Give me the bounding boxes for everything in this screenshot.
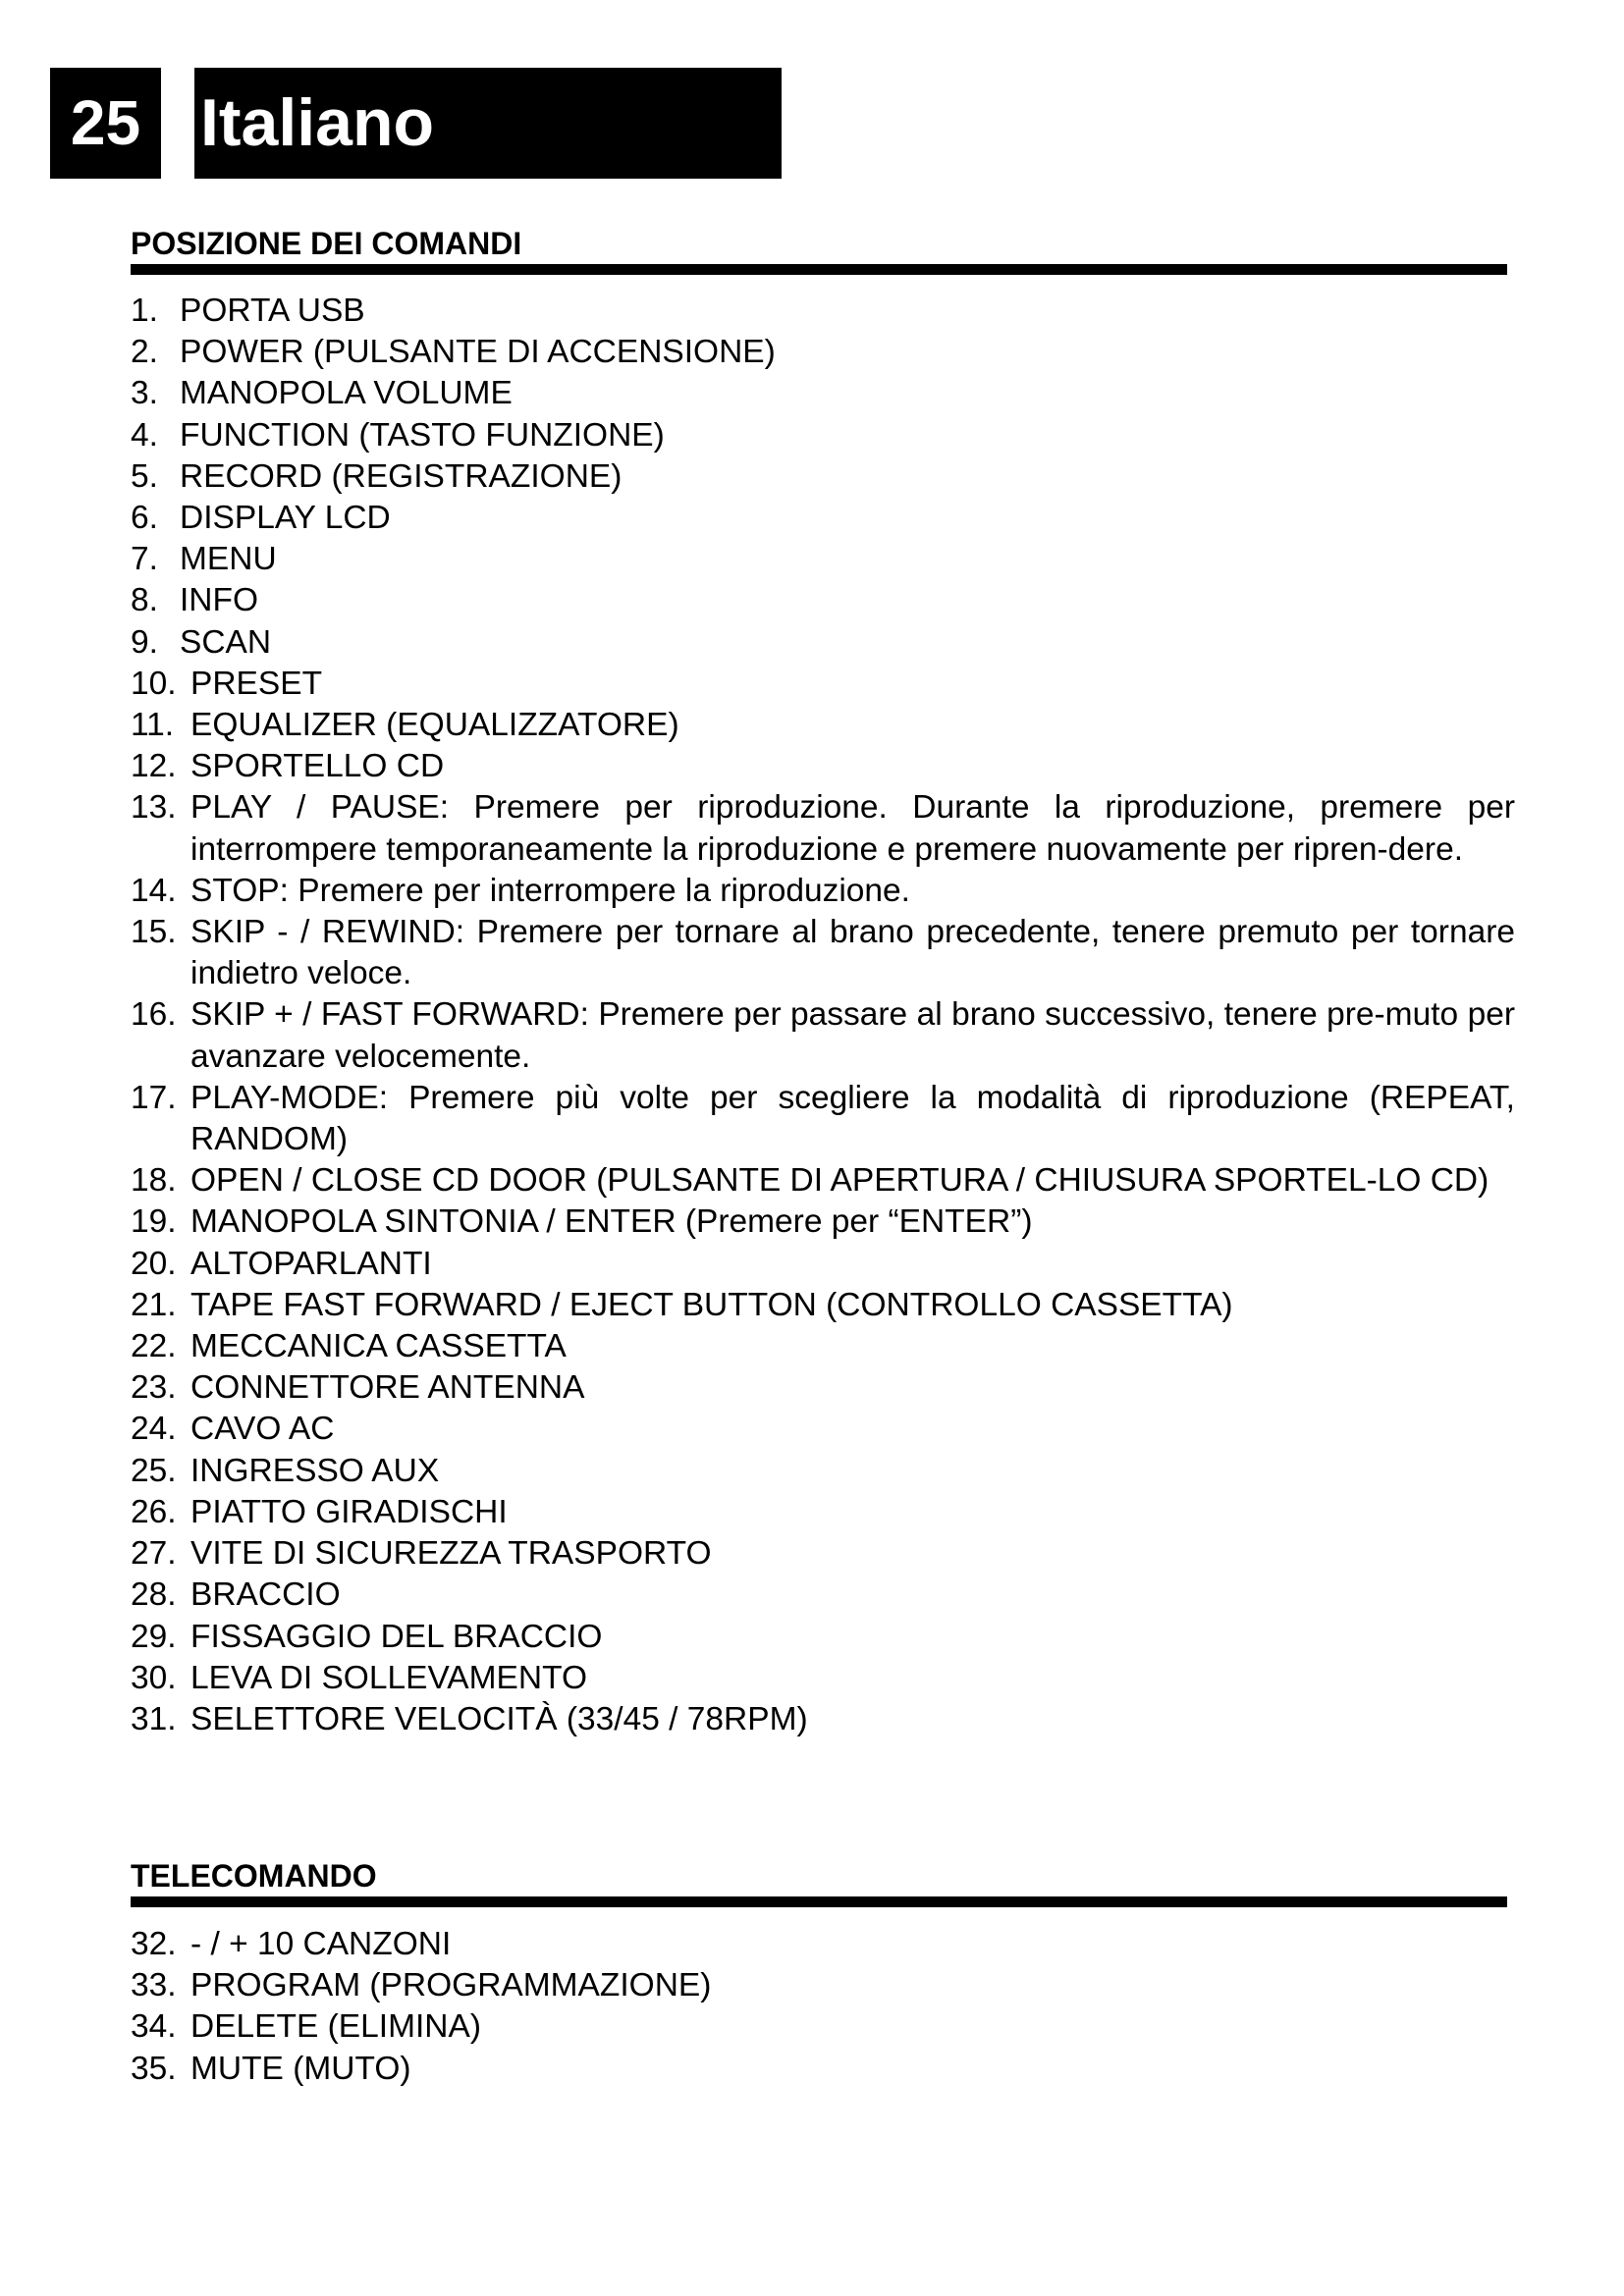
list-item xyxy=(131,498,1515,539)
list-item xyxy=(131,1617,1515,1658)
list-item xyxy=(131,1965,1515,2006)
list-item xyxy=(131,1658,1515,1699)
list-item xyxy=(131,871,1515,912)
item-text: MANOPOLA VOLUME xyxy=(180,375,513,412)
section-heading-remote: TELECOMANDO xyxy=(131,1857,1507,1907)
item-number: 12. xyxy=(131,748,177,785)
list-item xyxy=(131,2006,1515,2048)
item-text: DISPLAY LCD xyxy=(180,500,391,537)
item-text: ALTOPARLANTI xyxy=(190,1245,432,1282)
list-item xyxy=(131,539,1515,580)
list-item xyxy=(131,705,1515,746)
item-number: 13. xyxy=(131,789,177,827)
list-item xyxy=(131,787,1515,870)
item-number: 35. xyxy=(131,2050,177,2087)
item-number: 25. xyxy=(131,1452,177,1489)
item-number: 15. xyxy=(131,914,177,951)
item-text: BRACCIO xyxy=(190,1576,341,1614)
list-item xyxy=(131,912,1515,994)
item-text: SKIP + / FAST FORWARD: Premere per passare al brano successivo, tenere pre-muto per avanzare velocemente. xyxy=(190,996,1515,1075)
item-number: 17. xyxy=(131,1079,177,1116)
item-number: 32. xyxy=(131,1926,177,1962)
language-title: Italiano xyxy=(194,68,782,179)
item-number: 20. xyxy=(131,1245,177,1282)
list-item xyxy=(131,1201,1515,1243)
item-text: CAVO AC xyxy=(190,1411,335,1448)
list-item xyxy=(131,580,1515,621)
list-item xyxy=(131,2049,1515,2090)
controls-list xyxy=(131,291,1515,1740)
item-text: STOP: Premere per interrompere la riproduzione. xyxy=(190,872,910,909)
item-number: 34. xyxy=(131,2008,177,2046)
item-number: 14. xyxy=(131,872,177,909)
list-item xyxy=(131,746,1515,787)
list-item xyxy=(131,1078,1515,1160)
item-number: 24. xyxy=(131,1411,177,1448)
item-text: PIATTO GIRADISCHI xyxy=(190,1493,508,1530)
item-number: 1. xyxy=(131,293,158,329)
item-number: 29. xyxy=(131,1618,177,1655)
list-item xyxy=(131,1285,1515,1326)
item-text: SPORTELLO CD xyxy=(190,748,445,785)
item-number: 4. xyxy=(131,416,158,454)
item-number: 26. xyxy=(131,1493,177,1530)
list-item xyxy=(131,1451,1515,1492)
list-item xyxy=(131,994,1515,1077)
item-text: TAPE FAST FORWARD / EJECT BUTTON (CONTROLLO CASSETTA) xyxy=(190,1286,1233,1323)
item-number: 11. xyxy=(131,707,175,744)
item-number: 30. xyxy=(131,1659,177,1696)
item-text: - / + 10 CANZONI xyxy=(190,1926,452,1962)
item-number: 5. xyxy=(131,457,158,495)
item-number: 33. xyxy=(131,1967,177,2004)
item-text: SELETTORE VELOCITÀ (33/45 / 78RPM) xyxy=(190,1700,808,1737)
item-text: INFO xyxy=(180,582,259,619)
item-number: 22. xyxy=(131,1328,177,1365)
list-item xyxy=(131,1924,1515,1965)
remote-list xyxy=(131,1924,1515,2090)
item-number: 2. xyxy=(131,334,158,371)
item-number: 7. xyxy=(131,541,158,578)
list-item xyxy=(131,1160,1515,1201)
item-number: 9. xyxy=(131,623,158,661)
item-number: 19. xyxy=(131,1203,177,1241)
item-text: SCAN xyxy=(180,623,272,661)
list-item xyxy=(131,1699,1515,1740)
item-text: DELETE (ELIMINA) xyxy=(190,2008,481,2046)
item-number: 27. xyxy=(131,1535,177,1573)
item-text: MANOPOLA SINTONIA / ENTER (Premere per “ENTER”) xyxy=(190,1203,1033,1241)
item-text: PRESET xyxy=(190,665,323,702)
item-number: 16. xyxy=(131,996,177,1034)
item-text: POWER (PULSANTE DI ACCENSIONE) xyxy=(180,334,776,371)
item-text: FISSAGGIO DEL BRACCIO xyxy=(190,1618,603,1655)
item-text: CONNETTORE ANTENNA xyxy=(190,1369,585,1407)
item-number: 21. xyxy=(131,1286,177,1323)
item-text: OPEN / CLOSE CD DOOR (PULSANTE DI APERTURA / CHIUSURA SPORTEL-LO CD) xyxy=(190,1162,1489,1200)
list-item xyxy=(131,415,1515,456)
item-text: RECORD (REGISTRAZIONE) xyxy=(180,457,623,495)
list-item xyxy=(131,1492,1515,1533)
list-item xyxy=(131,1533,1515,1575)
item-text: PROGRAM (PROGRAMMAZIONE) xyxy=(190,1967,712,2004)
list-item xyxy=(131,1326,1515,1367)
list-item xyxy=(131,291,1515,332)
page-number: 25 xyxy=(50,68,161,179)
item-text: PLAY-MODE: Premere più volte per scegliere la modalità di riproduzione (REPEAT, RANDOM) xyxy=(190,1079,1515,1158)
item-number: 8. xyxy=(131,582,158,619)
item-text: MUTE (MUTO) xyxy=(190,2050,411,2087)
item-text: FUNCTION (TASTO FUNZIONE) xyxy=(180,416,665,454)
section-heading-controls: POSIZIONE DEI COMANDI xyxy=(131,225,1507,275)
item-text: INGRESSO AUX xyxy=(190,1452,440,1489)
list-item xyxy=(131,664,1515,705)
list-item xyxy=(131,1367,1515,1409)
item-text: LEVA DI SOLLEVAMENTO xyxy=(190,1659,588,1696)
item-number: 28. xyxy=(131,1576,177,1614)
item-text: MENU xyxy=(180,541,277,578)
list-item xyxy=(131,1575,1515,1616)
item-text: VITE DI SICUREZZA TRASPORTO xyxy=(190,1535,712,1573)
item-text: PLAY / PAUSE: Premere per riproduzione. Durante la riproduzione, premere per interrompere temporaneamente la riproduzione e premere nuovamente per ripren-dere. xyxy=(190,789,1515,868)
list-item xyxy=(131,373,1515,414)
item-text: EQUALIZER (EQUALIZZATORE) xyxy=(190,707,679,744)
list-item xyxy=(131,332,1515,373)
item-text: PORTA USB xyxy=(180,293,365,329)
item-number: 23. xyxy=(131,1369,177,1407)
item-text: MECCANICA CASSETTA xyxy=(190,1328,567,1365)
item-text: SKIP - / REWIND: Premere per tornare al brano precedente, tenere premuto per tornare indietro veloce. xyxy=(190,914,1515,992)
item-number: 10. xyxy=(131,665,177,702)
list-item xyxy=(131,622,1515,664)
item-number: 3. xyxy=(131,375,158,412)
item-number: 6. xyxy=(131,500,158,537)
list-item xyxy=(131,1244,1515,1285)
list-item xyxy=(131,456,1515,498)
item-number: 31. xyxy=(131,1700,177,1737)
list-item xyxy=(131,1409,1515,1450)
item-number: 18. xyxy=(131,1162,177,1200)
